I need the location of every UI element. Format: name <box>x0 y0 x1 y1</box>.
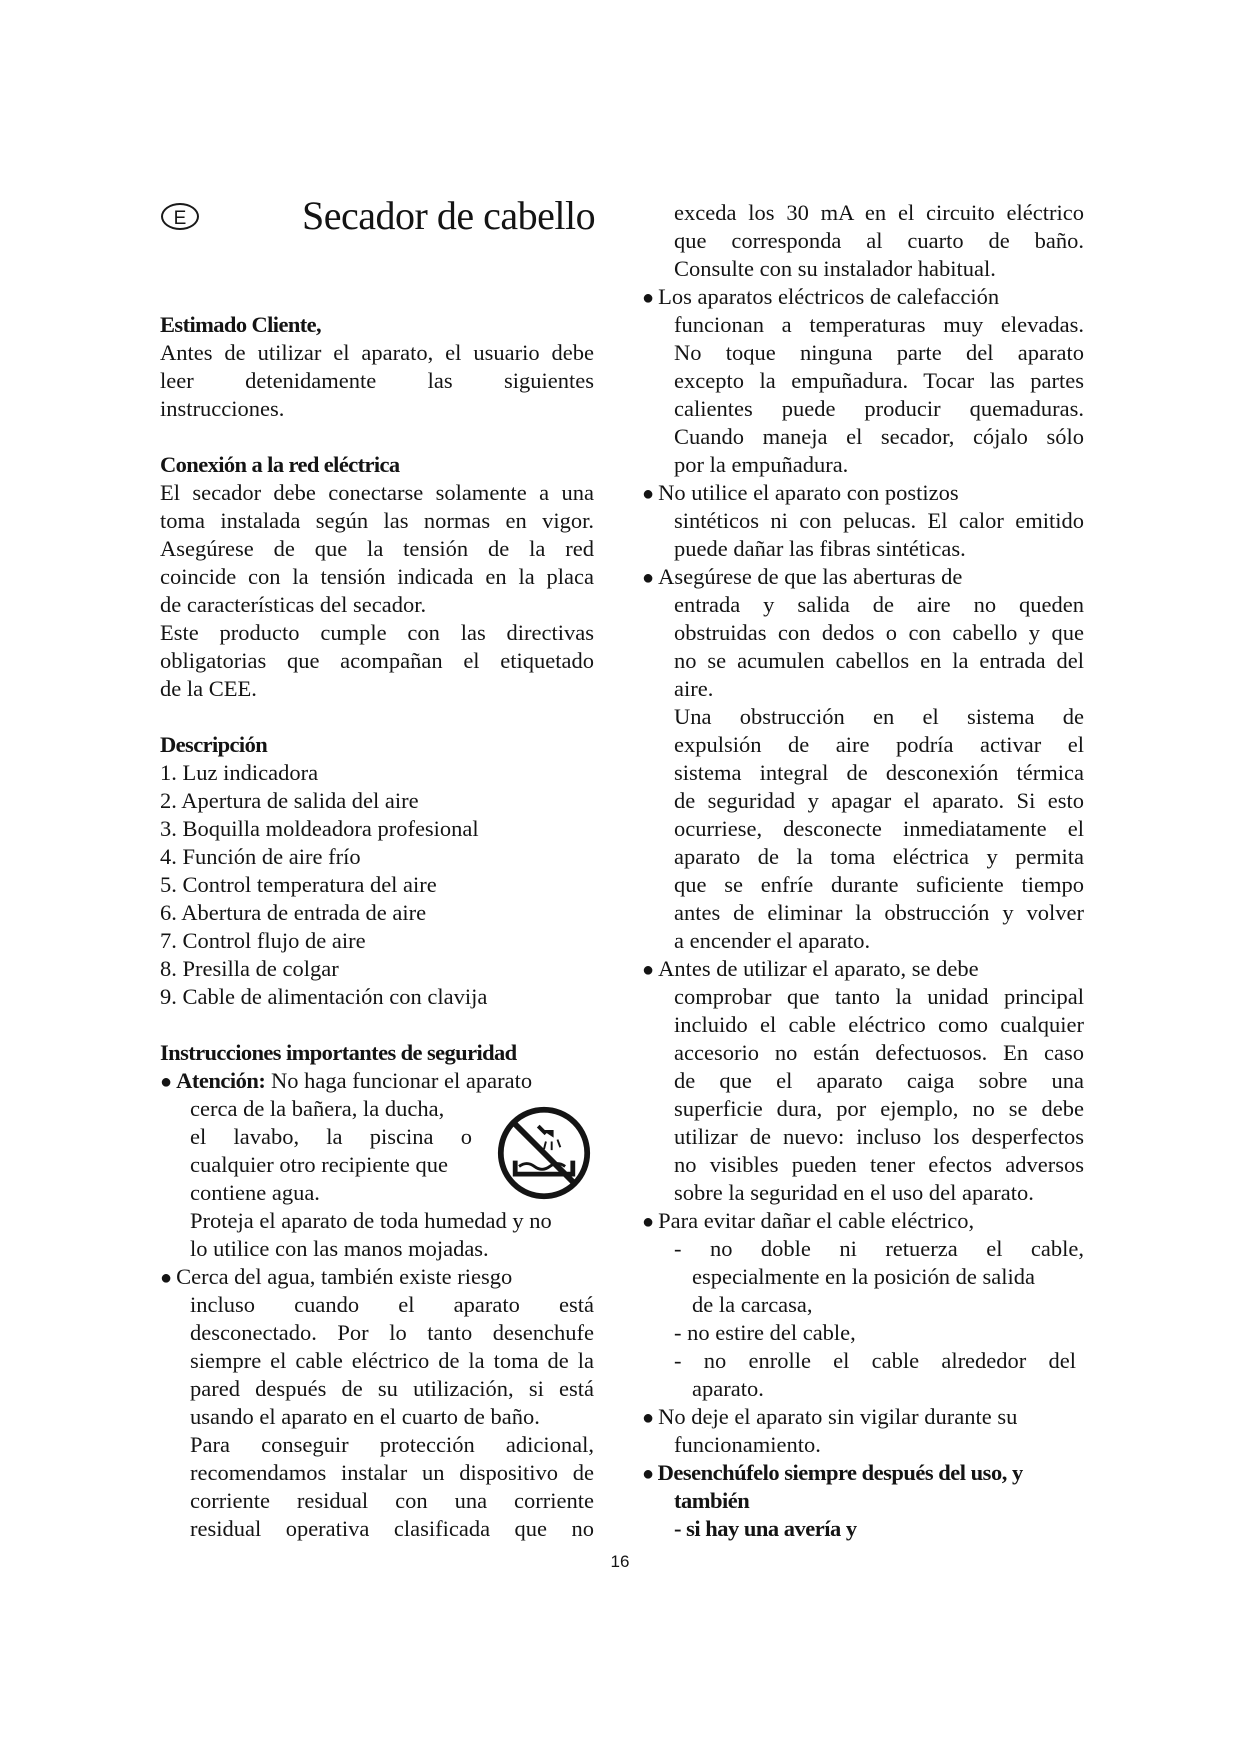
bullet-icon: ● <box>642 567 655 589</box>
water-line: usando el aparato en el cuarto de baño. <box>190 1404 540 1429</box>
attention-line: lo utilice con las manos mojadas. <box>190 1236 489 1261</box>
wigs-line: sintéticos ni con pelucas. El calor emitido <box>674 508 1084 533</box>
attention-line <box>160 1067 532 1095</box>
connection-line: de la CEE. <box>160 676 257 701</box>
water-line: recomendamos instalar un dispositivo de <box>190 1460 594 1485</box>
water-line: residual operativa clasificada que no <box>190 1516 594 1541</box>
description-item: 2. Apertura de salida del aire <box>160 788 419 813</box>
cable-text: Para evitar dañar el cable eléctrico, <box>658 1208 975 1233</box>
check-line: superficie dura, por ejemplo, no se debe <box>674 1096 1084 1121</box>
cable-line: - no enrolle el cable alrededor del <box>674 1348 1076 1373</box>
safety-heading: Instrucciones importantes de seguridad <box>160 1040 517 1065</box>
attention-line: cualquier otro recipiente que <box>190 1152 449 1177</box>
attention-line: Proteja el aparato de toda humedad y no <box>190 1208 552 1233</box>
check-line: accesorio no están defectuosos. En caso <box>674 1040 1084 1065</box>
vents-line: que se enfríe durante suficiente tiempo <box>674 872 1084 897</box>
vents-line: aparato de la toma eléctrica y permita <box>674 844 1084 869</box>
greeting: Estimado Cliente, <box>160 312 322 337</box>
unattended-line <box>642 1403 1017 1431</box>
vents-line: de seguridad y apagar el aparato. Si esto <box>674 788 1084 813</box>
description-item: 3. Boquilla moldeadora profesional <box>160 816 479 841</box>
water-line: incluso cuando el aparato está <box>190 1292 594 1317</box>
cable-line: de la carcasa, <box>692 1292 813 1317</box>
unattended-text: No deje el aparato sin vigilar durante su <box>658 1404 1018 1429</box>
vents-line: obstruidas con dedos o con cabello y que <box>674 620 1084 645</box>
rcd-line: Consulte con su instalador habitual. <box>674 256 996 281</box>
attention-label: Atención: <box>176 1068 266 1093</box>
bullet-icon: ● <box>160 1071 173 1093</box>
connection-line: obligatorias que acompañan el etiquetado <box>160 648 594 673</box>
no-water-warning-icon <box>496 1105 592 1201</box>
description-item: 7. Control flujo de aire <box>160 928 366 953</box>
bullet-icon: ● <box>160 1267 173 1289</box>
intro-line: leer detenidamente las siguientes <box>160 368 594 393</box>
unattended-line: funcionamiento. <box>674 1432 821 1457</box>
heating-line: funcionan a temperaturas muy elevadas. <box>674 312 1084 337</box>
connection-line: coincide con la tensión indicada en la placa <box>160 564 594 589</box>
description-item: 8. Presilla de colgar <box>160 956 339 981</box>
vents-line: aire. <box>674 676 714 701</box>
connection-line: Asegúrese de que la tensión de la red <box>160 536 594 561</box>
water-line: desconectado. Por lo tanto desenchufe <box>190 1320 594 1345</box>
heating-line: calientes puede producir quemaduras. <box>674 396 1084 421</box>
page-title: Secador de cabello <box>302 193 596 238</box>
bullet-icon: ● <box>642 1407 655 1429</box>
rcd-line: exceda los 30 mA en el circuito eléctrico <box>674 200 1084 225</box>
check-line: comprobar que tanto la unidad principal <box>674 984 1084 1009</box>
check-line <box>642 955 979 983</box>
cable-line: - no doble ni retuerza el cable, <box>674 1236 1084 1261</box>
bullet-icon: ● <box>642 1211 655 1233</box>
vents-line: expulsión de aire podría activar el <box>674 732 1084 757</box>
description-item: 4. Función de aire frío <box>160 844 361 869</box>
check-line: de que el aparato caiga sobre una <box>674 1068 1084 1093</box>
connection-line: Este producto cumple con las directivas <box>160 620 594 645</box>
heating-line: No toque ninguna parte del aparato <box>674 340 1084 365</box>
water-line: siempre el cable eléctrico de la toma de la <box>190 1348 594 1373</box>
vents-line: a encender el aparato. <box>674 928 871 953</box>
bullet-icon: ● <box>642 483 655 505</box>
vents-line: ocurriese, desconecte inmediatamente el <box>674 816 1084 841</box>
heating-line: por la empuñadura. <box>674 452 849 477</box>
water-line <box>160 1263 512 1291</box>
wigs-text: No utilice el aparato con postizos <box>658 480 959 505</box>
bullet-icon: ● <box>642 1463 654 1485</box>
vents-text: Asegúrese de que las aberturas de <box>658 564 963 589</box>
check-line: no visibles pueden tener efectos adversos <box>674 1152 1084 1177</box>
vents-line <box>642 563 962 591</box>
language-badge: E <box>161 203 199 230</box>
bullet-icon: ● <box>642 287 655 309</box>
description-item: 6. Abertura de entrada de aire <box>160 900 427 925</box>
unplug-text: Desenchúfelo siempre después del uso, y <box>657 1460 1023 1485</box>
connection-line: de características del secador. <box>160 592 427 617</box>
rcd-line: que corresponda al cuarto de baño. <box>674 228 1084 253</box>
unplug-line <box>642 1459 1023 1487</box>
cable-line: aparato. <box>692 1376 764 1401</box>
vents-line: entrada y salida de aire no queden <box>674 592 1084 617</box>
cable-line <box>642 1207 974 1235</box>
water-line: corriente residual con una corriente <box>190 1488 594 1513</box>
heating-line <box>642 283 999 311</box>
water-text: Cerca del agua, también existe riesgo <box>176 1264 513 1289</box>
wigs-line: puede dañar las fibras sintéticas. <box>674 536 966 561</box>
bullet-icon: ● <box>642 959 655 981</box>
water-line: Para conseguir protección adicional, <box>190 1432 594 1457</box>
check-line: sobre la seguridad en el uso del aparato. <box>674 1180 1034 1205</box>
attention-line: cerca de la bañera, la ducha, <box>190 1096 445 1121</box>
cable-line: especialmente en la posición de salida <box>692 1264 1035 1289</box>
check-text: Antes de utilizar el aparato, se debe <box>658 956 979 981</box>
vents-line: sistema integral de desconexión térmica <box>674 760 1084 785</box>
connection-line: El secador debe conectarse solamente a una <box>160 480 594 505</box>
description-item: 1. Luz indicadora <box>160 760 319 785</box>
description-heading: Descripción <box>160 732 268 757</box>
cable-line: - no estire del cable, <box>674 1320 856 1345</box>
vents-line: antes de eliminar la obstrucción y volver <box>674 900 1084 925</box>
heating-line: excepto la empuñadura. Tocar las partes <box>674 368 1084 393</box>
unplug-line: - si hay una avería y <box>674 1516 857 1541</box>
check-line: incluido el cable eléctrico como cualquier <box>674 1012 1084 1037</box>
connection-heading: Conexión a la red eléctrica <box>160 452 400 477</box>
heating-line: Cuando maneja el secador, cójalo sólo <box>674 424 1084 449</box>
intro-line: instrucciones. <box>160 396 285 421</box>
unplug-line: también <box>674 1488 750 1513</box>
connection-line: toma instalada según las normas en vigor. <box>160 508 594 533</box>
water-line: pared después de su utilización, si está <box>190 1376 594 1401</box>
heating-text: Los aparatos eléctricos de calefacción <box>658 284 1000 309</box>
vents-line: Una obstrucción en el sistema de <box>674 704 1084 729</box>
wigs-line <box>642 479 959 507</box>
vents-line: no se acumulen cabellos en la entrada del <box>674 648 1084 673</box>
attention-line: el lavabo, la piscina o <box>190 1124 472 1149</box>
check-line: utilizar de nuevo: incluso los desperfectos <box>674 1124 1084 1149</box>
page-number: 16 <box>610 1552 630 1571</box>
intro-line: Antes de utilizar el aparato, el usuario debe <box>160 340 594 365</box>
attention-line: contiene agua. <box>190 1180 320 1205</box>
attention-text: No haga funcionar el aparato <box>270 1068 533 1093</box>
description-item: 5. Control temperatura del aire <box>160 872 437 897</box>
description-item: 9. Cable de alimentación con clavija <box>160 984 488 1009</box>
